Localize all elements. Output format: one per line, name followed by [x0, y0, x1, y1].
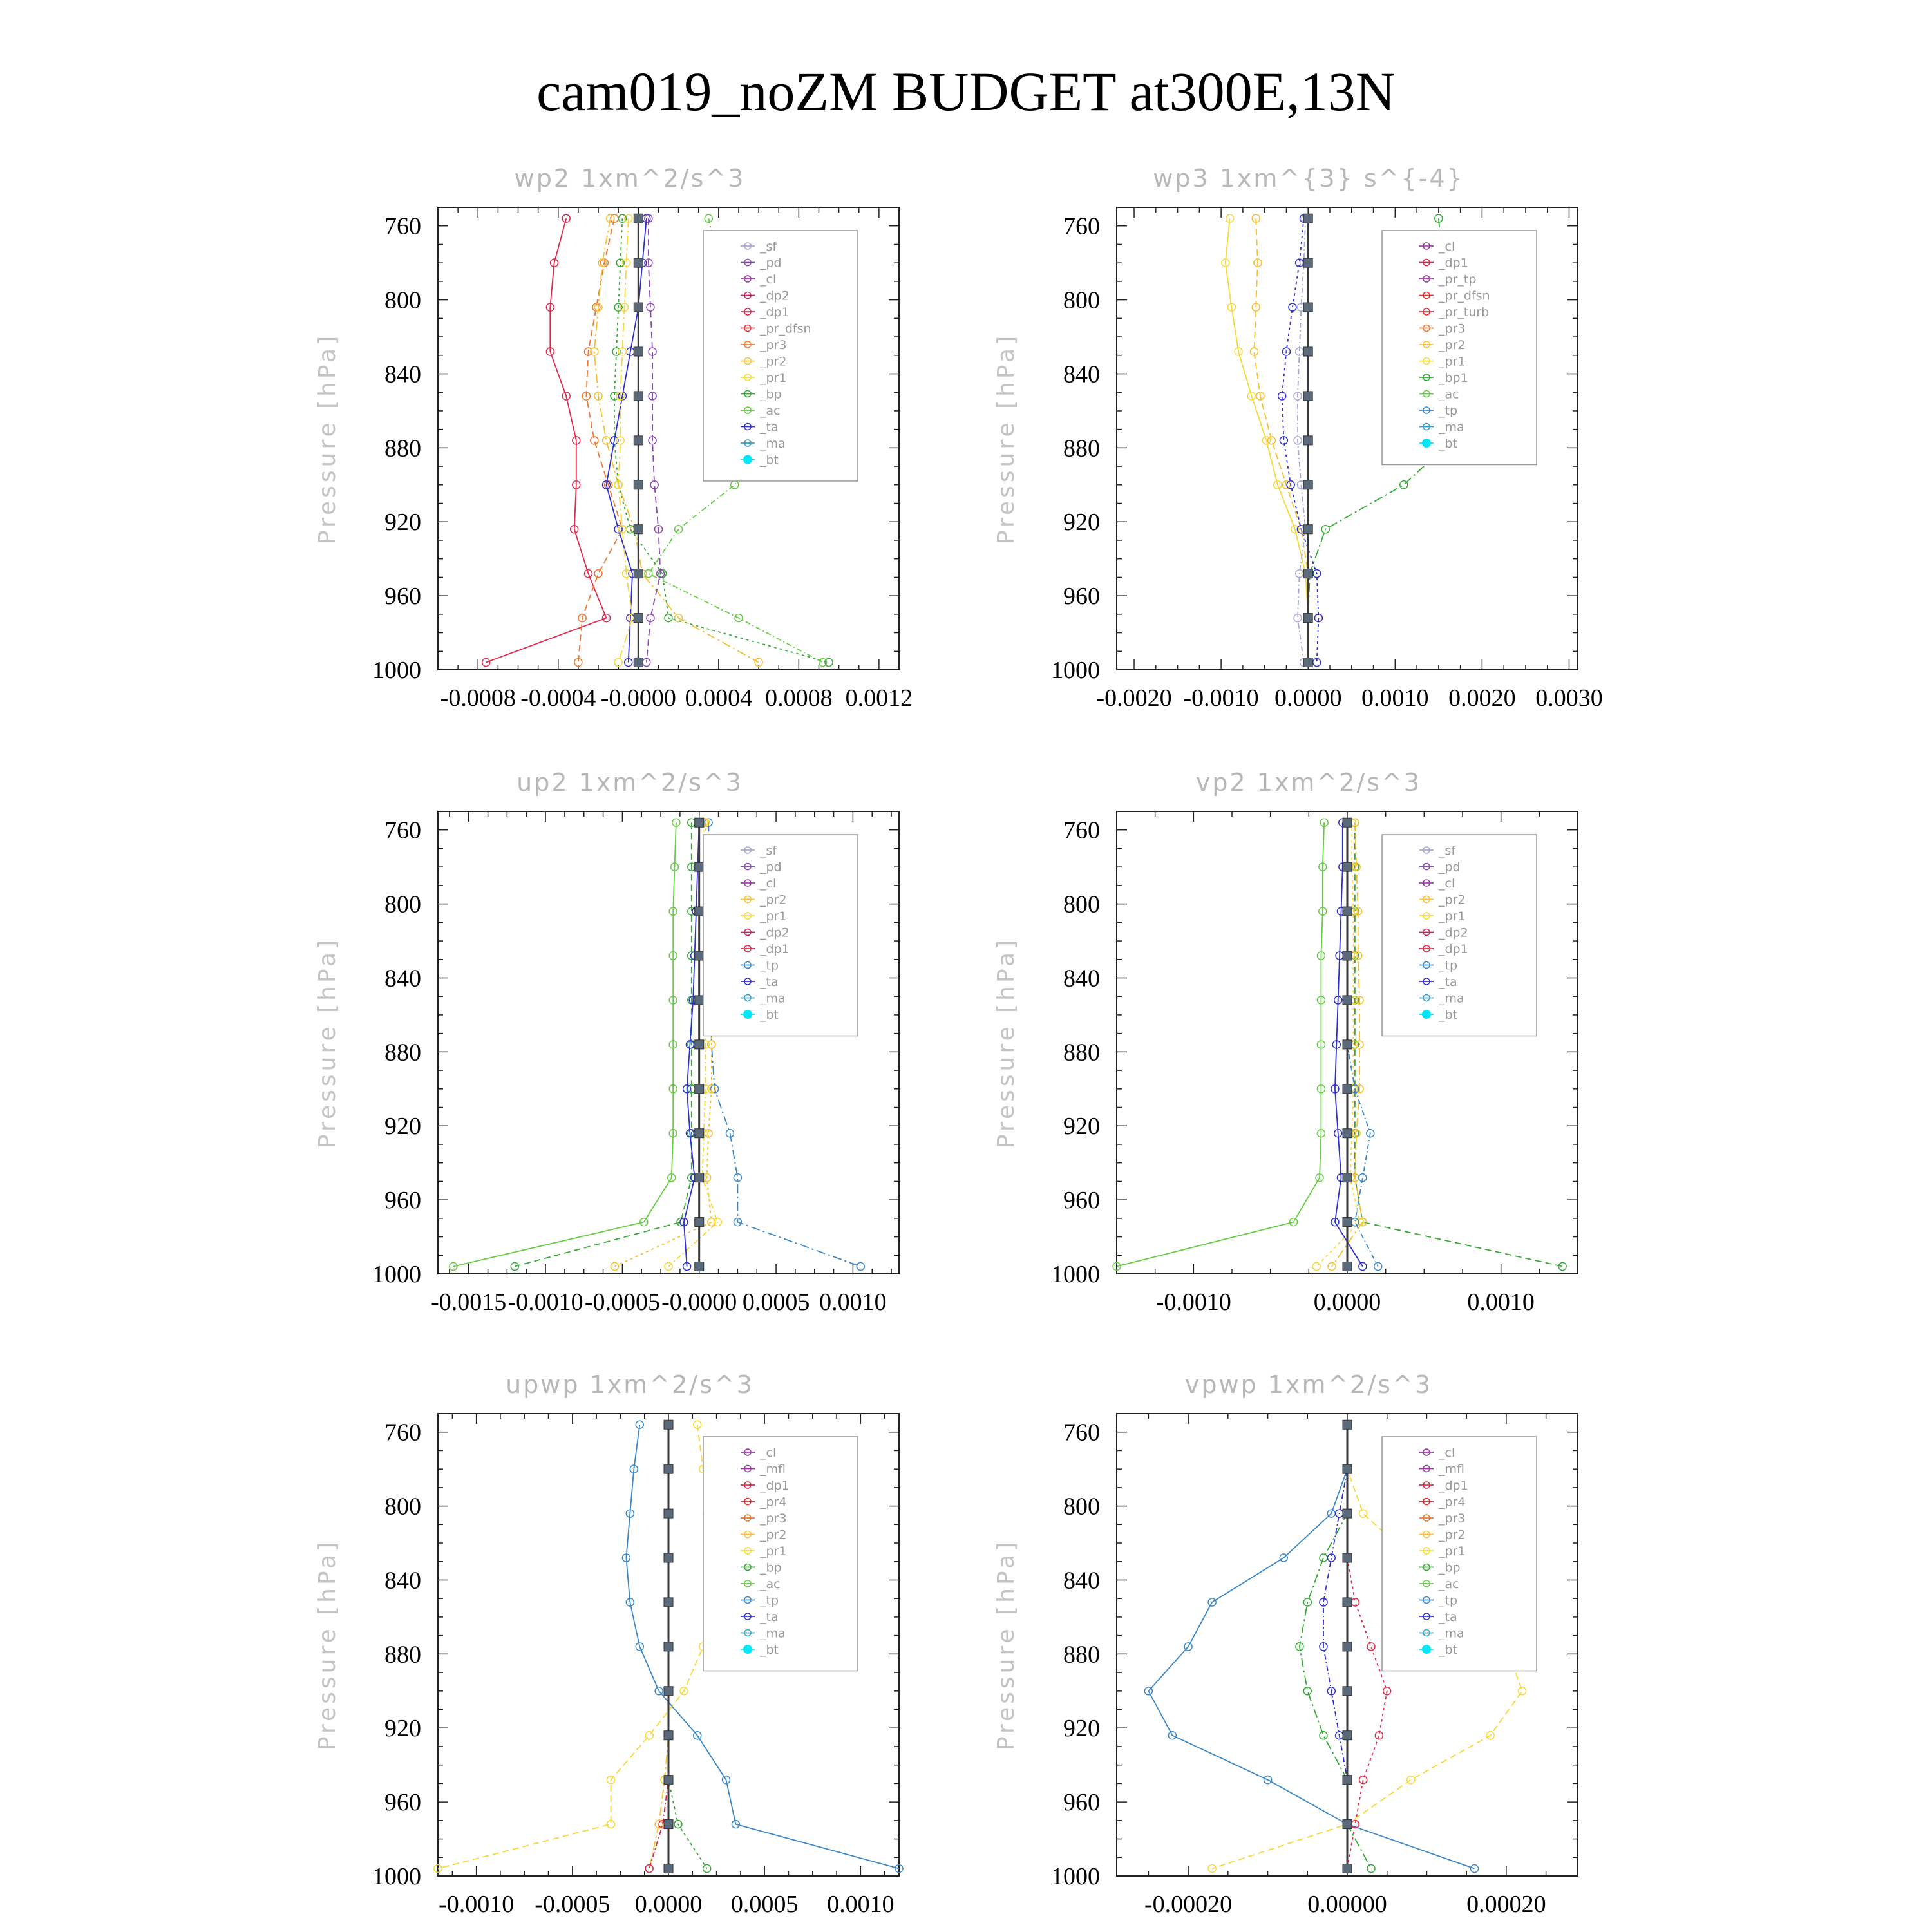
panel-2: [993, 164, 1603, 712]
legend-label: _pr_dfsn: [760, 321, 811, 336]
x-tick-label: 0.0012: [845, 685, 913, 712]
legend-label: _pr1: [760, 371, 787, 385]
legend-label: _tp: [1439, 1593, 1458, 1608]
y-tick-label: 800: [384, 1493, 421, 1520]
data-point: [664, 1776, 673, 1785]
legend-label: _tp: [760, 1593, 779, 1608]
legend-label: _pr4: [760, 1495, 787, 1510]
x-tick-label: -0.0000: [600, 685, 676, 712]
data-point: [1558, 1263, 1566, 1271]
y-axis-label: Pressure [hPa]: [314, 332, 341, 545]
x-tick-label: -0.0005: [584, 1289, 660, 1316]
legend-label: _sf: [760, 844, 777, 858]
y-tick-label: 920: [1063, 1113, 1100, 1141]
data-point: [695, 1173, 704, 1182]
legend-label: _dp1: [760, 1479, 790, 1493]
legend-label: _dp1: [1439, 942, 1468, 956]
x-tick-label: 0.0005: [742, 1289, 810, 1316]
legend-label: _ma: [760, 437, 786, 451]
data-point: [634, 569, 643, 578]
series-line-ac: [1117, 822, 1324, 1266]
y-tick-label: 920: [384, 509, 421, 536]
data-point: [664, 1687, 673, 1696]
y-tick-label: 800: [1063, 891, 1100, 918]
data-point: [1343, 818, 1352, 827]
data-point: [664, 1820, 673, 1829]
legend-label: _ac: [760, 1577, 781, 1591]
x-tick-label: -0.00020: [1144, 1891, 1233, 1918]
legend-label: _pr2: [760, 893, 787, 907]
legend-label: _bt: [1439, 437, 1458, 451]
y-tick-label: 960: [384, 583, 421, 611]
x-tick-label: 0.00020: [1466, 1891, 1546, 1918]
y-axis-label: Pressure [hPa]: [314, 1539, 341, 1751]
x-tick-label: 0.0020: [1448, 685, 1516, 712]
legend-label: _ta: [760, 420, 779, 435]
series-line-dp1: [486, 218, 607, 662]
data-point: [645, 570, 652, 578]
legend-label: _pr2: [1439, 1528, 1466, 1542]
data-point: [594, 570, 602, 578]
data-point: [1267, 437, 1275, 444]
legend-label: _bt: [1439, 1643, 1458, 1657]
y-tick-label: 1000: [1051, 657, 1100, 684]
y-tick-label: 800: [384, 891, 421, 918]
data-point: [857, 1263, 864, 1271]
data-point: [1367, 1865, 1375, 1873]
y-axis-label: Pressure [hPa]: [993, 332, 1019, 545]
x-tick-label: -0.0010: [1155, 1289, 1231, 1316]
y-tick-label: 840: [384, 965, 421, 992]
x-tick-label: 0.0000: [1313, 1289, 1381, 1316]
data-point: [643, 659, 650, 667]
data-point: [1343, 1464, 1352, 1473]
legend-label: _sf: [760, 240, 777, 254]
data-point: [664, 1464, 673, 1473]
data-point: [645, 1865, 653, 1873]
data-point: [634, 525, 643, 534]
legend-label: _ma: [760, 1626, 786, 1641]
legend-label: _ac: [760, 404, 781, 418]
y-tick-label: 920: [1063, 509, 1100, 536]
legend-label: _mfl: [1439, 1462, 1464, 1477]
legend-label: _pd: [760, 860, 782, 875]
legend-label: _pr_tp: [1439, 272, 1477, 287]
x-tick-label: 0.0010: [827, 1891, 895, 1918]
y-tick-label: 960: [384, 1789, 421, 1817]
x-tick-label: -0.0004: [520, 685, 596, 712]
data-point: [1343, 1040, 1352, 1049]
legend-label: _dp2: [1439, 925, 1468, 940]
legend-label: _bt: [1439, 1008, 1458, 1022]
legend-label: _pr1: [1439, 909, 1466, 923]
data-point: [1407, 1776, 1415, 1784]
data-point: [1303, 658, 1312, 667]
data-point: [1303, 303, 1312, 312]
x-tick-label: -0.0010: [507, 1289, 583, 1316]
y-tick-label: 800: [384, 287, 421, 314]
legend-label: _dp1: [1439, 1479, 1468, 1493]
y-tick-label: 760: [384, 1419, 421, 1446]
x-tick-label: 0.0000: [1274, 685, 1342, 712]
y-tick-label: 960: [384, 1187, 421, 1215]
y-tick-label: 760: [384, 817, 421, 844]
data-point: [1343, 1420, 1352, 1429]
legend-label: _pr3: [1439, 1511, 1466, 1526]
data-point: [1303, 392, 1312, 401]
x-tick-label: -0.0000: [661, 1289, 737, 1316]
data-point: [1343, 1731, 1352, 1740]
legend-label: _tp: [1439, 404, 1458, 418]
data-point: [1303, 258, 1312, 267]
series-line-pr3: [578, 218, 623, 662]
data-point: [731, 481, 739, 489]
series-line-pr1: [1226, 218, 1308, 662]
legend-label: _dp1: [1439, 256, 1468, 270]
data-point: [1400, 481, 1408, 489]
y-tick-label: 840: [1063, 1567, 1100, 1595]
data-point: [695, 1040, 704, 1049]
panel-title: wp2 1xm^2/s^3: [514, 164, 746, 193]
legend-marker: [743, 455, 752, 464]
legend-label: _pr2: [1439, 338, 1466, 352]
legend-marker: [1422, 439, 1431, 448]
legend-label: _pr3: [760, 338, 787, 352]
legend-label: _pd: [1439, 860, 1461, 875]
x-tick-label: -0.0008: [440, 685, 516, 712]
y-tick-label: 760: [1063, 817, 1100, 844]
legend-marker: [743, 1010, 752, 1019]
data-point: [634, 392, 643, 401]
legend-label: _dp2: [760, 289, 790, 303]
y-tick-label: 760: [1063, 213, 1100, 240]
data-point: [695, 951, 704, 960]
legend-label: _cl: [760, 876, 777, 891]
legend-label: _pr4: [1439, 1495, 1466, 1510]
legend-label: _pr2: [1439, 893, 1466, 907]
y-tick-label: 800: [1063, 1493, 1100, 1520]
series-line-bp: [668, 1425, 707, 1868]
y-tick-label: 840: [384, 361, 421, 388]
data-point: [664, 1553, 673, 1562]
x-tick-label: 0.0010: [1467, 1289, 1535, 1316]
y-axis-label: Pressure [hPa]: [993, 1539, 1019, 1751]
data-point: [634, 303, 643, 312]
data-point: [634, 614, 643, 623]
data-point: [1343, 1864, 1352, 1873]
legend-label: _dp2: [760, 925, 790, 940]
x-tick-label: 0.0000: [634, 1891, 703, 1918]
data-point: [1359, 1510, 1367, 1517]
y-tick-label: 880: [1063, 435, 1100, 462]
legend-label: _bt: [760, 1008, 779, 1022]
legend-label: _cl: [760, 272, 777, 287]
x-tick-label: -0.0010: [1183, 685, 1259, 712]
y-tick-label: 1000: [372, 1863, 421, 1890]
data-point: [1303, 347, 1312, 356]
legend-label: _pr1: [1439, 354, 1466, 369]
legend-label: _bp: [760, 1560, 782, 1575]
panel-title: vpwp 1xm^2/s^3: [1184, 1370, 1433, 1399]
data-point: [1343, 1820, 1352, 1829]
data-point: [819, 659, 827, 667]
legend-label: _ma: [1439, 991, 1464, 1006]
panel-title: vp2 1xm^2/s^3: [1195, 768, 1422, 797]
legend-label: _bt: [760, 1643, 779, 1657]
data-point: [695, 1218, 704, 1227]
legend-label: _ma: [1439, 1626, 1464, 1641]
data-point: [695, 996, 704, 1005]
series-line-pr1: [618, 218, 632, 662]
legend-label: _ta: [1439, 975, 1457, 989]
data-point: [664, 1731, 673, 1740]
x-tick-label: -0.0010: [439, 1891, 515, 1918]
data-point: [1303, 569, 1312, 578]
legend-label: _cl: [760, 1446, 777, 1460]
series-line-ac: [453, 822, 676, 1266]
data-point: [634, 214, 643, 223]
data-point: [1343, 1687, 1352, 1696]
data-point: [1320, 1732, 1327, 1739]
data-point: [1343, 1509, 1352, 1518]
panel-3: [314, 768, 899, 1316]
legend-label: _bp: [760, 387, 782, 402]
data-point: [1343, 1776, 1352, 1785]
legend-label: _dp1: [760, 305, 790, 319]
data-point: [1343, 907, 1352, 916]
data-point: [1343, 1642, 1352, 1651]
y-tick-label: 880: [384, 1039, 421, 1066]
legend-label: _pr3: [1439, 321, 1466, 336]
x-tick-label: -0.0020: [1096, 685, 1172, 712]
data-point: [1343, 951, 1352, 960]
data-point: [695, 907, 704, 916]
y-tick-label: 880: [384, 1641, 421, 1669]
data-point: [664, 1509, 673, 1518]
x-tick-label: 0.0004: [685, 685, 753, 712]
data-point: [1343, 1173, 1352, 1182]
data-point: [1351, 1218, 1359, 1226]
panel-title: upwp 1xm^2/s^3: [506, 1370, 754, 1399]
legend-label: _dp1: [760, 942, 790, 956]
data-point: [695, 1262, 704, 1271]
data-point: [1343, 1129, 1352, 1138]
y-tick-label: 1000: [1051, 1261, 1100, 1288]
panel-1: [314, 164, 913, 712]
data-point: [664, 1864, 673, 1873]
data-point: [664, 1642, 673, 1651]
data-point: [695, 1129, 704, 1138]
data-point: [1289, 303, 1296, 311]
data-point: [450, 1263, 457, 1271]
y-axis-label: Pressure [hPa]: [314, 936, 341, 1149]
data-point: [634, 258, 643, 267]
data-point: [1343, 1084, 1352, 1094]
figure-title: cam019_noZM BUDGET at300E,13N: [536, 61, 1396, 122]
data-point: [645, 1732, 653, 1739]
x-tick-label: 0.0010: [1361, 685, 1429, 712]
data-point: [634, 347, 643, 356]
legend-label: _cl: [1439, 876, 1455, 891]
data-point: [1303, 525, 1312, 534]
data-point: [634, 436, 643, 445]
legend-label: _tp: [1439, 958, 1458, 973]
y-tick-label: 1000: [372, 1261, 421, 1288]
y-tick-label: 840: [384, 1567, 421, 1595]
panel-4: [993, 768, 1578, 1316]
legend-label: _pr1: [760, 909, 787, 923]
data-point: [1343, 1553, 1352, 1562]
legend-label: _pr_dfsn: [1439, 289, 1490, 303]
data-point: [1303, 214, 1312, 223]
legend-marker: [1422, 1010, 1431, 1019]
legend-label: _pr1: [1439, 1544, 1466, 1558]
data-point: [1303, 614, 1312, 623]
legend-label: _cl: [1439, 1446, 1455, 1460]
legend-label: _ac: [1439, 387, 1459, 402]
legend-label: _bt: [760, 453, 779, 468]
x-tick-label: 0.00000: [1307, 1891, 1387, 1918]
data-point: [1303, 480, 1312, 489]
data-point: [1374, 1263, 1382, 1271]
panel-5: [314, 1370, 903, 1918]
legend-label: _ta: [760, 1610, 779, 1624]
legend-marker: [743, 1645, 752, 1654]
data-point: [1343, 862, 1352, 871]
legend-label: _sf: [1439, 844, 1456, 858]
x-tick-label: 0.0010: [819, 1289, 887, 1316]
y-tick-label: 960: [1063, 583, 1100, 611]
legend-label: _ma: [760, 991, 786, 1006]
data-point: [664, 1598, 673, 1607]
y-tick-label: 760: [384, 213, 421, 240]
data-point: [665, 1263, 672, 1271]
legend-label: _pr3: [760, 1511, 787, 1526]
y-tick-label: 880: [1063, 1641, 1100, 1669]
y-tick-label: 800: [1063, 287, 1100, 314]
data-point: [1519, 1687, 1526, 1695]
x-tick-label: -0.0015: [431, 1289, 507, 1316]
y-tick-label: 1000: [1051, 1863, 1100, 1890]
panel-title: up2 1xm^2/s^3: [516, 768, 743, 797]
x-tick-label: 0.0030: [1535, 685, 1603, 712]
legend-label: _bp: [1439, 1560, 1461, 1575]
data-point: [695, 1084, 704, 1094]
legend-label: _cl: [1439, 240, 1455, 254]
legend-label: _ta: [1439, 1610, 1457, 1624]
legend-label: _ma: [1439, 420, 1464, 435]
panel-6: [993, 1370, 1578, 1918]
data-point: [695, 862, 704, 871]
data-point: [1471, 1865, 1479, 1873]
y-axis-label: Pressure [hPa]: [993, 936, 1019, 1149]
data-point: [1343, 1598, 1352, 1607]
y-tick-label: 880: [384, 435, 421, 462]
series-line-bp: [1300, 1425, 1371, 1868]
y-tick-label: 920: [1063, 1715, 1100, 1743]
legend-label: _pr_turb: [1439, 305, 1490, 319]
legend-label: _tp: [760, 958, 779, 973]
y-tick-label: 840: [1063, 361, 1100, 388]
y-tick-label: 920: [384, 1715, 421, 1743]
data-point: [1312, 1263, 1320, 1271]
legend-marker: [1422, 1645, 1431, 1654]
legend-label: _pr2: [760, 1528, 787, 1542]
legend-label: _bp1: [1439, 371, 1468, 385]
legend-label: _pd: [760, 256, 782, 270]
series-line-bp: [515, 822, 692, 1266]
data-point: [634, 658, 643, 667]
y-tick-label: 920: [384, 1113, 421, 1141]
y-tick-label: 960: [1063, 1187, 1100, 1215]
legend-label: _pr1: [760, 1544, 787, 1558]
x-tick-label: -0.0005: [535, 1891, 611, 1918]
legend-label: _mfl: [760, 1462, 786, 1477]
data-point: [1303, 436, 1312, 445]
y-tick-label: 1000: [372, 657, 421, 684]
data-point: [695, 818, 704, 827]
data-point: [1343, 1218, 1352, 1227]
panel-title: wp3 1xm^{3} s^{-4}: [1153, 164, 1464, 193]
x-tick-label: 0.0005: [730, 1891, 799, 1918]
data-point: [1367, 1643, 1375, 1651]
data-point: [634, 480, 643, 489]
data-point: [664, 1420, 673, 1429]
legend-label: _ac: [1439, 1577, 1459, 1591]
x-tick-label: 0.0008: [765, 685, 833, 712]
data-point: [1343, 1262, 1352, 1271]
y-tick-label: 760: [1063, 1419, 1100, 1446]
legend-label: _ta: [760, 975, 779, 989]
y-tick-label: 960: [1063, 1789, 1100, 1817]
y-tick-label: 880: [1063, 1039, 1100, 1066]
data-point: [1343, 996, 1352, 1005]
legend-label: _pr2: [760, 354, 787, 369]
y-tick-label: 840: [1063, 965, 1100, 992]
data-point: [611, 1263, 618, 1271]
